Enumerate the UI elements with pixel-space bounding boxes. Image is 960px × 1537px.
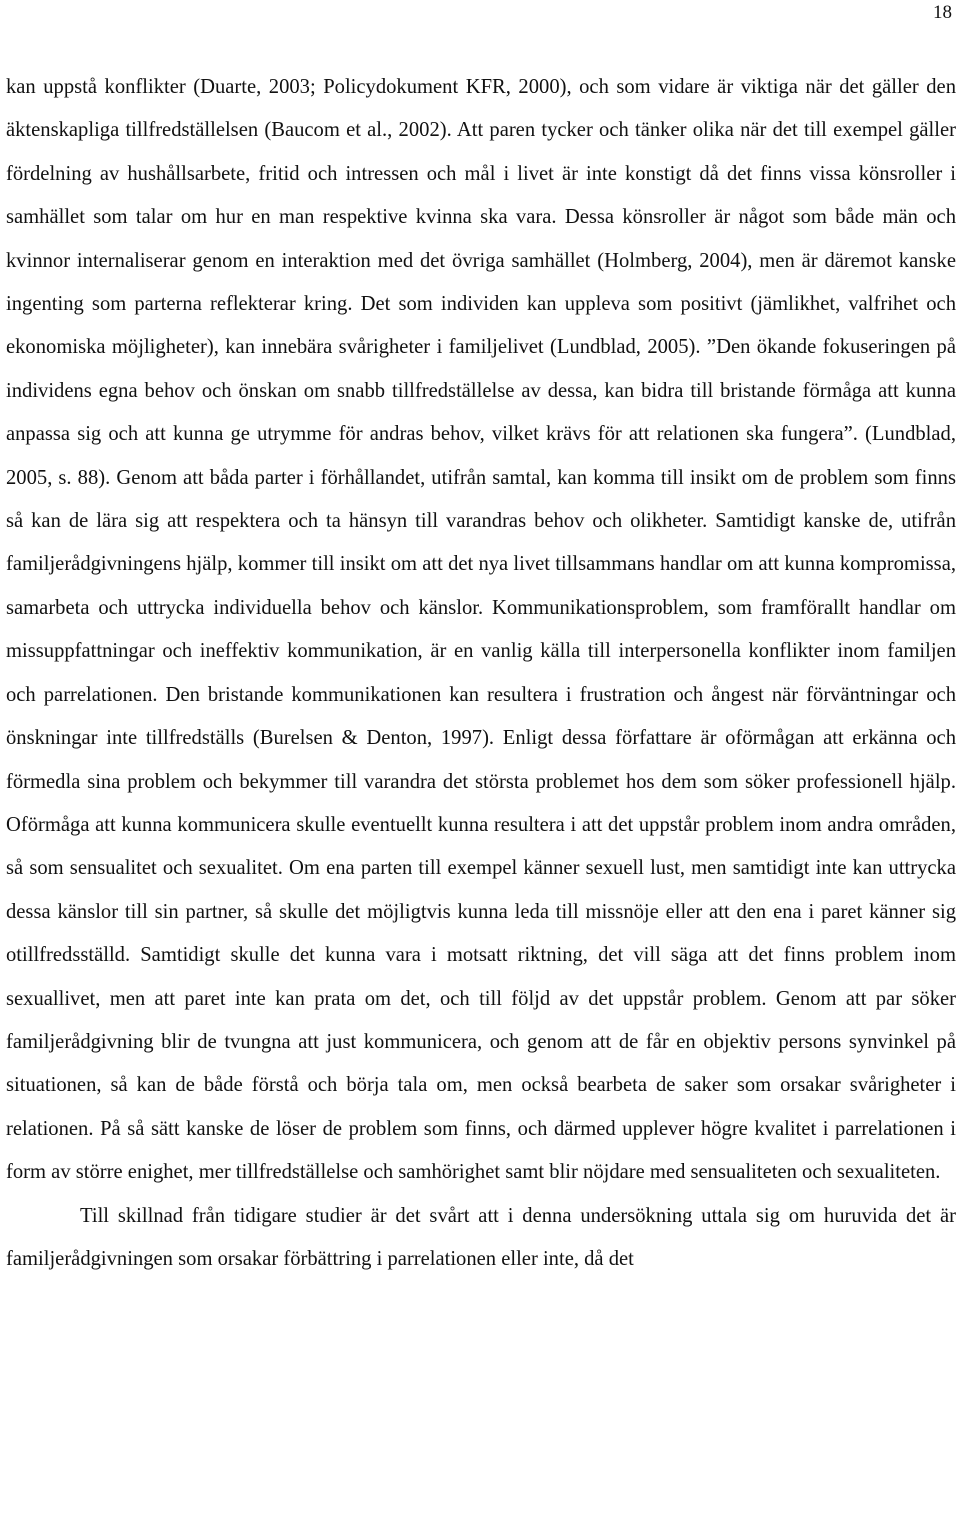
page-number: 18 <box>933 2 952 23</box>
document-body <box>6 66 956 1281</box>
paragraph-2: Till skillnad från tidigare studier är det svårt att i denna undersökning uttala sig om huruvida det är familjerådgivningen som orsakar förbättring i parrelationen eller inte, då det <box>6 1204 956 1270</box>
paragraph-1: kan uppstå konflikter (Duarte, 2003; Policydokument KFR, 2000), och som vidare är viktiga när det gäller den äktenskapliga tillfredställelsen (Baucom et al., 2002). Att paren tycker och tänker olika när det till exempel gäller fördelning av hushållsarbete, fritid och intressen och mål i livet är inte konstigt då det finns vissa könsroller i samhället som talar om hur en man respektive kvinna ska vara. Dessa könsroller är något som både män och kvinnor internaliserar genom en interaktion med det övriga samhället (Holmberg, 2004), men är däremot kanske ingenting som parterna reflekterar kring. Det som individen kan uppleva som positivt (jämlikhet, valfrihet och ekonomiska möjligheter), kan innebära svårigheter i familjelivet (Lundblad, 2005). ”Den ökande fokuseringen på individens egna behov och önskan om snabb tillfredställelse av dessa, kan bidra till bristande förmåga att kunna anpassa sig och att kunna ge utrymme för andras behov, vilket krävs för att relationen ska fungera”. (Lundblad, 2005, s. 88). Genom att båda parter i förhållandet, utifrån samtal, kan komma till insikt om de problem som finns så kan de lära sig att respektera och ta hänsyn till varandras behov och olikheter. Samtidigt kanske de, utifrån familjerådgivningens hjälp, kommer till insikt om att det nya livet tillsammans handlar om att kunna kompromissa, samarbeta och uttrycka individuella behov och känslor. Kommunikationsproblem, som framförallt handlar om missuppfattningar och ineffektiv kommunikation, är en vanlig källa till interpersonella konflikter inom familjen och parrelationen. Den bristande kommunikationen kan resultera i frustration och ångest när förväntningar och önskningar inte tillfredställs (Burelsen & Denton, 1997). Enligt dessa författare är oförmågan att erkänna och förmedla sina problem och bekymmer till varandra det största problemet hos dem som söker professionell hjälp. Oförmåga att kunna kommunicera skulle eventuellt kunna resultera i att det uppstår problem inom andra områden, så som sensualitet och sexualitet. Om ena parten till exempel känner sexuell lust, men samtidigt inte kan uttrycka dessa känslor till sin partner, så skulle det möjligtvis kunna leda till missnöje eller att den ena i paret känner sig otillfredsställd. Samtidigt skulle det kunna vara i motsatt riktning, det vill säga att det finns problem inom sexuallivet, men att paret inte kan prata om det, och till följd av det uppstår problem. Genom att par söker familjerådgivning blir de tvungna att just kommunicera, och genom att de får en objektiv persons synvinkel på situationen, så kan de både förstå och börja tala om, men också bearbeta de saker som orsakar svårigheter i relationen. På så sätt kanske de löser de problem som finns, och därmed upplever högre kvalitet i parrelationen i form av större enighet, mer tillfredställelse och samhörighet samt blir nöjdare med sensualiteten och sexualiteten. <box>6 76 956 1184</box>
